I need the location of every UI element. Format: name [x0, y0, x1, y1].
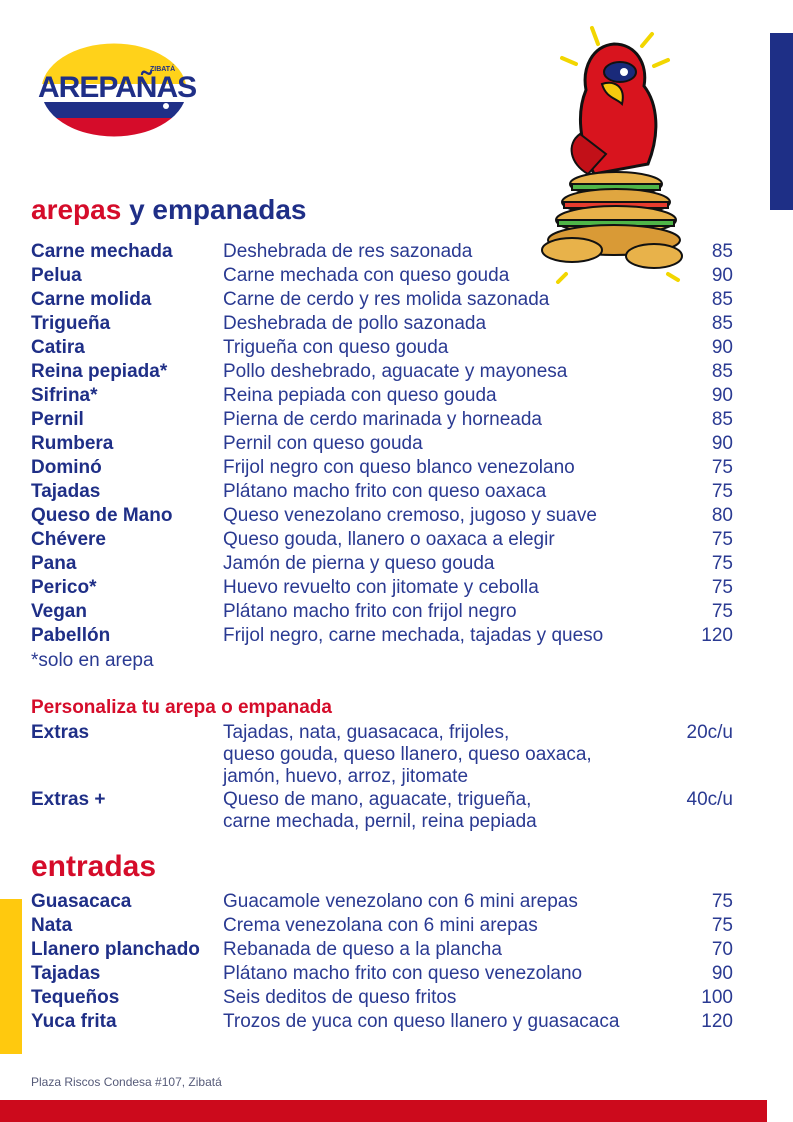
description-line: Queso de mano, aguacate, trigueña, — [223, 789, 532, 810]
item-name: Extras + — [31, 789, 106, 810]
item-name: Sifrina* — [31, 385, 98, 406]
menu-item — [31, 962, 733, 986]
decorative-yellow-bar — [0, 899, 22, 1054]
extras-item — [31, 722, 733, 788]
item-name: Chévere — [31, 529, 106, 550]
item-name: Tajadas — [31, 481, 101, 502]
item-name: Perico* — [31, 577, 97, 598]
menu-item — [31, 240, 733, 264]
item-price: 80 — [711, 505, 733, 526]
item-price: 75 — [711, 891, 733, 912]
item-description: Seis deditos de queso fritos — [223, 987, 457, 1008]
item-price: 75 — [711, 481, 733, 502]
decorative-blue-bar — [770, 33, 793, 210]
item-name: Reina pepiada* — [31, 361, 168, 382]
item-price: 75 — [711, 553, 733, 574]
item-description: Queso venezolano cremoso, jugoso y suave — [223, 505, 597, 526]
menu-item — [31, 576, 733, 600]
item-description — [223, 722, 592, 788]
arepas-menu-list — [31, 240, 733, 648]
item-price: 75 — [711, 529, 733, 550]
item-description: Plátano macho frito con queso venezolano — [223, 963, 583, 984]
item-name: Catira — [31, 337, 85, 358]
item-description: Carne de cerdo y res molida sazonada — [223, 289, 550, 310]
item-price: 90 — [711, 963, 733, 984]
item-description: Trigueña con queso gouda — [223, 337, 449, 358]
arepa-only-note: *solo en arepa — [31, 650, 154, 671]
item-name: Dominó — [31, 457, 102, 478]
brand-logo — [38, 40, 197, 140]
item-description: Trozos de yuca con queso llanero y guasacaca — [223, 1011, 620, 1032]
menu-item — [31, 360, 733, 384]
item-name: Guasacaca — [31, 891, 132, 912]
logo-wordmark: AREPAÑAS — [38, 71, 197, 104]
item-price: 75 — [711, 601, 733, 622]
item-description: Pollo deshebrado, aguacate y mayonesa — [223, 361, 568, 382]
menu-item — [31, 336, 733, 360]
menu-item — [31, 456, 733, 480]
item-price: 90 — [711, 337, 733, 358]
description-line: jamón, huevo, arroz, jitomate — [223, 766, 469, 787]
item-description: Plátano macho frito con frijol negro — [223, 601, 517, 622]
item-name: Trigueña — [31, 313, 111, 334]
description-line: Tajadas, nata, guasacaca, frijoles, — [223, 722, 510, 743]
item-price: 85 — [711, 289, 733, 310]
item-name: Llanero planchado — [31, 939, 200, 960]
item-name: Yuca frita — [31, 1011, 117, 1032]
item-price: 20c/u — [686, 722, 733, 743]
item-name: Carne mechada — [31, 241, 173, 262]
item-price: 75 — [711, 457, 733, 478]
menu-item — [31, 528, 733, 552]
item-price: 85 — [711, 313, 733, 334]
section-title-entradas: entradas — [31, 850, 157, 883]
description-line: queso gouda, queso llanero, queso oaxaca, — [223, 744, 592, 765]
menu-item — [31, 624, 733, 648]
menu-item — [31, 408, 733, 432]
menu-item — [31, 504, 733, 528]
item-price: 85 — [711, 361, 733, 382]
entradas-menu-list — [31, 890, 733, 1034]
menu-item — [31, 1010, 733, 1034]
item-name: Extras — [31, 722, 90, 743]
menu-item — [31, 432, 733, 456]
item-price: 70 — [711, 939, 733, 960]
item-price: 120 — [701, 625, 733, 646]
item-name: Pernil — [31, 409, 84, 430]
item-price: 90 — [711, 433, 733, 454]
item-description: Jamón de pierna y queso gouda — [223, 553, 495, 574]
section-title-highlight: arepas — [31, 194, 122, 225]
item-description: Reina pepiada con queso gouda — [223, 385, 497, 406]
item-description: Queso gouda, llanero o oaxaca a elegir — [223, 529, 555, 550]
item-name: Pabellón — [31, 625, 111, 646]
item-name: Vegan — [31, 601, 87, 622]
item-name: Queso de Mano — [31, 505, 173, 526]
item-price: 75 — [711, 915, 733, 936]
menu-item — [31, 600, 733, 624]
item-description: Pernil con queso gouda — [223, 433, 423, 454]
section-title-rest: y empanadas — [121, 194, 307, 225]
item-name: Carne molida — [31, 289, 152, 310]
item-description: Frijol negro con queso blanco venezolano — [223, 457, 575, 478]
item-description: Carne mechada con queso gouda — [223, 265, 510, 286]
menu-item — [31, 312, 733, 336]
item-name: Pelua — [31, 265, 82, 286]
menu-item — [31, 552, 733, 576]
description-line: carne mechada, pernil, reina pepiada — [223, 811, 537, 832]
logo-location-text: ZIBATÁ — [150, 66, 176, 73]
item-description: Deshebrada de res sazonada — [223, 241, 473, 262]
item-price: 90 — [711, 385, 733, 406]
footer-address: Plaza Riscos Condesa #107, Zibatá — [31, 1075, 222, 1089]
item-description: Crema venezolana con 6 mini arepas — [223, 915, 538, 936]
menu-item — [31, 986, 733, 1010]
item-price: 85 — [711, 241, 733, 262]
item-name: Nata — [31, 915, 73, 936]
item-price: 75 — [711, 577, 733, 598]
menu-item — [31, 288, 733, 312]
item-description: Frijol negro, carne mechada, tajadas y queso — [223, 625, 604, 646]
menu-item — [31, 938, 733, 962]
section-title-arepas — [31, 194, 307, 226]
item-name: Pana — [31, 553, 77, 574]
item-description: Huevo revuelto con jitomate y cebolla — [223, 577, 539, 598]
menu-item — [31, 914, 733, 938]
item-description: Pierna de cerdo marinada y horneada — [223, 409, 542, 430]
item-price: 90 — [711, 265, 733, 286]
customize-heading: Personaliza tu arepa o empanada — [31, 697, 332, 718]
item-description: Rebanada de queso a la plancha — [223, 939, 502, 960]
item-name: Tajadas — [31, 963, 101, 984]
item-name: Rumbera — [31, 433, 114, 454]
item-description: Plátano macho frito con queso oaxaca — [223, 481, 547, 502]
extras-plus-item — [31, 789, 733, 833]
menu-item — [31, 480, 733, 504]
menu-item — [31, 384, 733, 408]
menu-item — [31, 264, 733, 288]
menu-item — [31, 890, 733, 914]
item-name: Tequeños — [31, 987, 120, 1008]
item-price: 100 — [701, 987, 733, 1008]
item-price: 85 — [711, 409, 733, 430]
item-price: 40c/u — [686, 789, 733, 810]
decorative-red-bar — [0, 1100, 767, 1122]
item-description: Deshebrada de pollo sazonada — [223, 313, 487, 334]
item-price: 120 — [701, 1011, 733, 1032]
item-description: Guacamole venezolano con 6 mini arepas — [223, 891, 578, 912]
item-description — [223, 789, 537, 833]
